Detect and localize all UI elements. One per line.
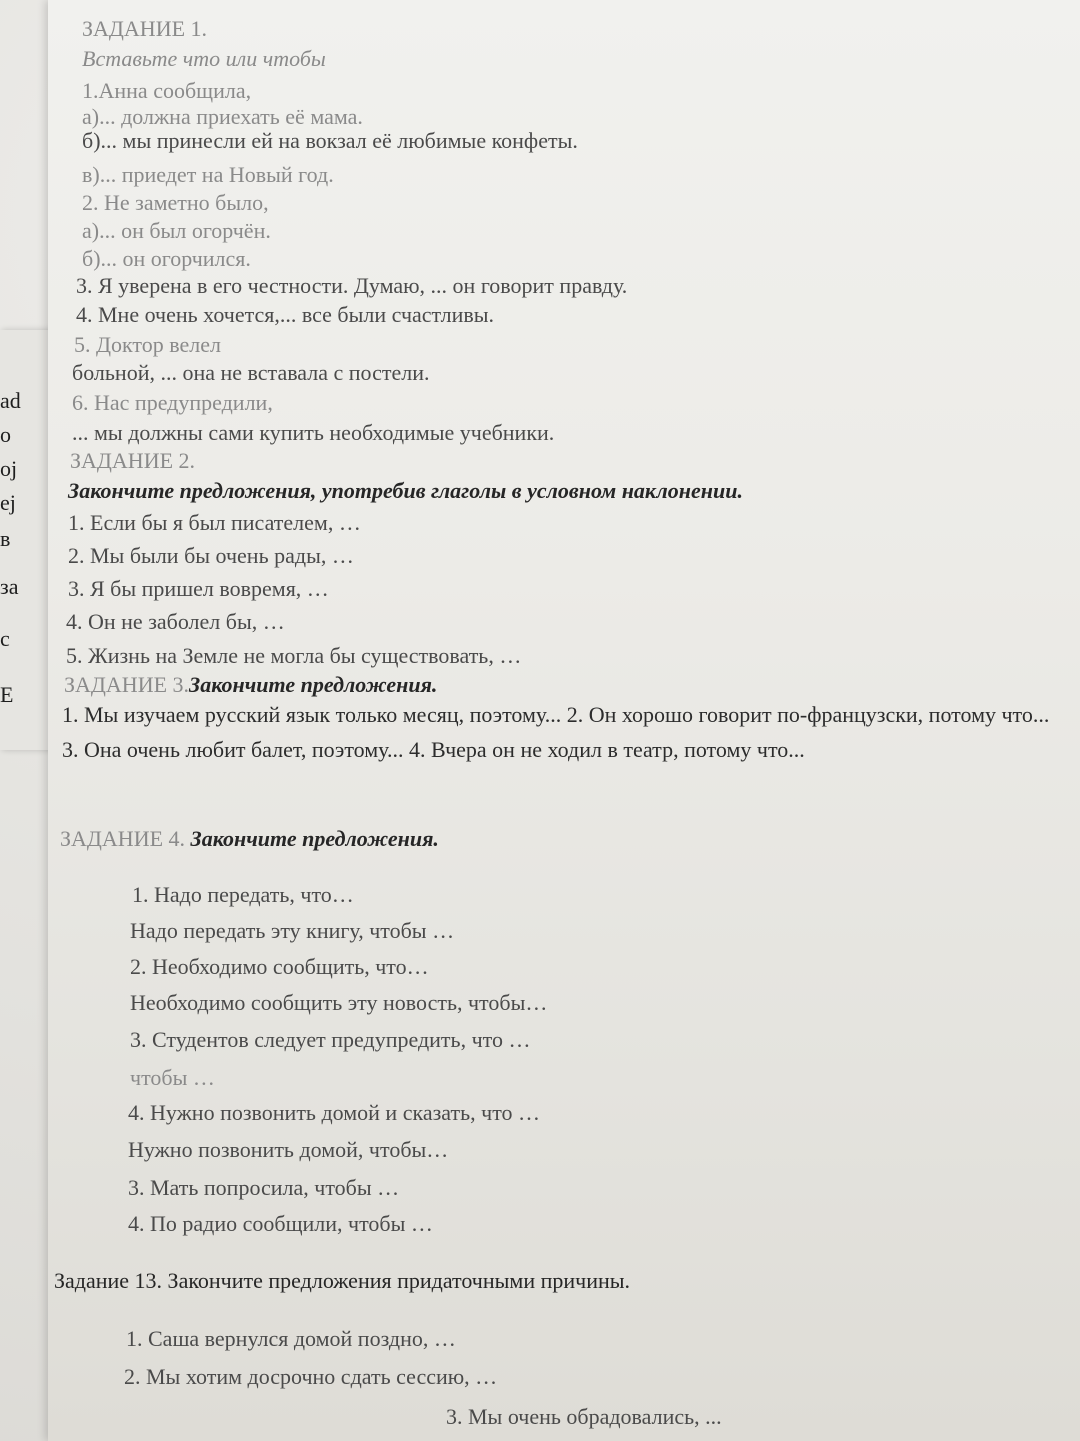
task13-heading: Задание 13. Закончите предложения придаточными причины.: [54, 1268, 631, 1293]
task2-line: 1. Если бы я был писателем, …: [68, 510, 361, 535]
task2-line: 5. Жизнь на Земле не могла бы существовать, …: [66, 643, 522, 668]
task4-line: 3. Мать попросила, чтобы …: [128, 1175, 400, 1200]
task2-instruction: Закончите предложения, употребив глаголы в условном наклонении.: [68, 478, 743, 503]
task1-line: а)... он был огорчён.: [82, 218, 271, 243]
task13-line: 1. Саша вернулся домой поздно, …: [126, 1326, 456, 1351]
task13-line: 3. Мы очень обрадовались, ...: [446, 1404, 722, 1429]
task4-line: Надо передать эту книгу, чтобы …: [130, 918, 455, 943]
side-fragment: ad: [0, 388, 21, 413]
task4-line: 1. Надо передать, что…: [132, 882, 354, 907]
task1-line: в)... приедет на Новый год.: [82, 162, 334, 187]
side-fragment: в: [0, 526, 11, 551]
task1-line: б)... он огорчился.: [82, 246, 251, 271]
task1-line: 5. Доктор велел: [74, 332, 221, 357]
task2-line: 4. Он не заболел бы, …: [66, 609, 285, 634]
task3-header: [64, 672, 437, 698]
task1-line: а)... должна приехать её мама.: [82, 104, 363, 129]
task1-line: б)... мы принесли ей на вокзал её любимые конфеты.: [82, 128, 578, 153]
side-fragment: за: [0, 574, 19, 599]
side-fragment: Е: [0, 682, 14, 707]
task1-line: 1.Анна сообщила,: [82, 78, 252, 103]
task4-header: [60, 826, 439, 852]
side-fragment: ej: [0, 490, 16, 515]
task4-line: 3. Студентов следует предупредить, что …: [130, 1027, 531, 1052]
worksheet-page: [48, 0, 1080, 1441]
task4-heading: ЗАДАНИЕ 4.: [60, 826, 186, 851]
task1-line: 4. Мне очень хочется,... все были счастливы.: [76, 302, 495, 327]
task3-heading: ЗАДАНИЕ 3.: [64, 672, 190, 697]
task13-line: 2. Мы хотим досрочно сдать сессию, …: [124, 1364, 498, 1389]
side-fragment: с: [0, 626, 10, 651]
task1-heading: ЗАДАНИЕ 1.: [82, 16, 208, 41]
task1-line: ... мы должны сами купить необходимые учебники.: [72, 420, 555, 445]
task4-line: Необходимо сообщить эту новость, чтобы…: [130, 990, 548, 1015]
task4-instruction: Закончите предложения.: [190, 826, 439, 851]
task1-line: больной, ... она не вставала с постели.: [72, 360, 430, 385]
task2-heading: ЗАДАНИЕ 2.: [70, 448, 196, 473]
task2-line: 2. Мы были бы очень рады, …: [68, 543, 354, 568]
side-fragment: оj: [0, 456, 18, 481]
task1-line: 2. Не заметно было,: [82, 190, 269, 215]
task4-line: 4. Нужно позвонить домой и сказать, что …: [128, 1100, 541, 1125]
task1-line: 3. Я уверена в его честности. Думаю, ... он говорит правду.: [76, 273, 628, 298]
side-fragment: о: [0, 422, 11, 447]
task4-line: 2. Необходимо сообщить, что…: [130, 954, 429, 979]
task4-line: 4. По радио сообщили, чтобы …: [128, 1211, 433, 1236]
task1-line: 6. Нас предупредили,: [72, 390, 273, 415]
task3-paragraph: 1. Мы изучаем русский язык только месяц, поэтому... 2. Он хорошо говорит по-французски, потому что... 3. Она очень любит балет, поэтому... 4. Вчера он не ходил в театр, потому что...: [62, 702, 1050, 762]
task4-line: Нужно позвонить домой, чтобы…: [128, 1137, 449, 1162]
task2-line: 3. Я бы пришел вовремя, …: [68, 576, 329, 601]
task3-instruction: Закончите предложения.: [189, 672, 438, 697]
task1-instruction: Вставьте что или чтобы: [82, 46, 326, 71]
task4-line: чтобы …: [130, 1065, 215, 1090]
